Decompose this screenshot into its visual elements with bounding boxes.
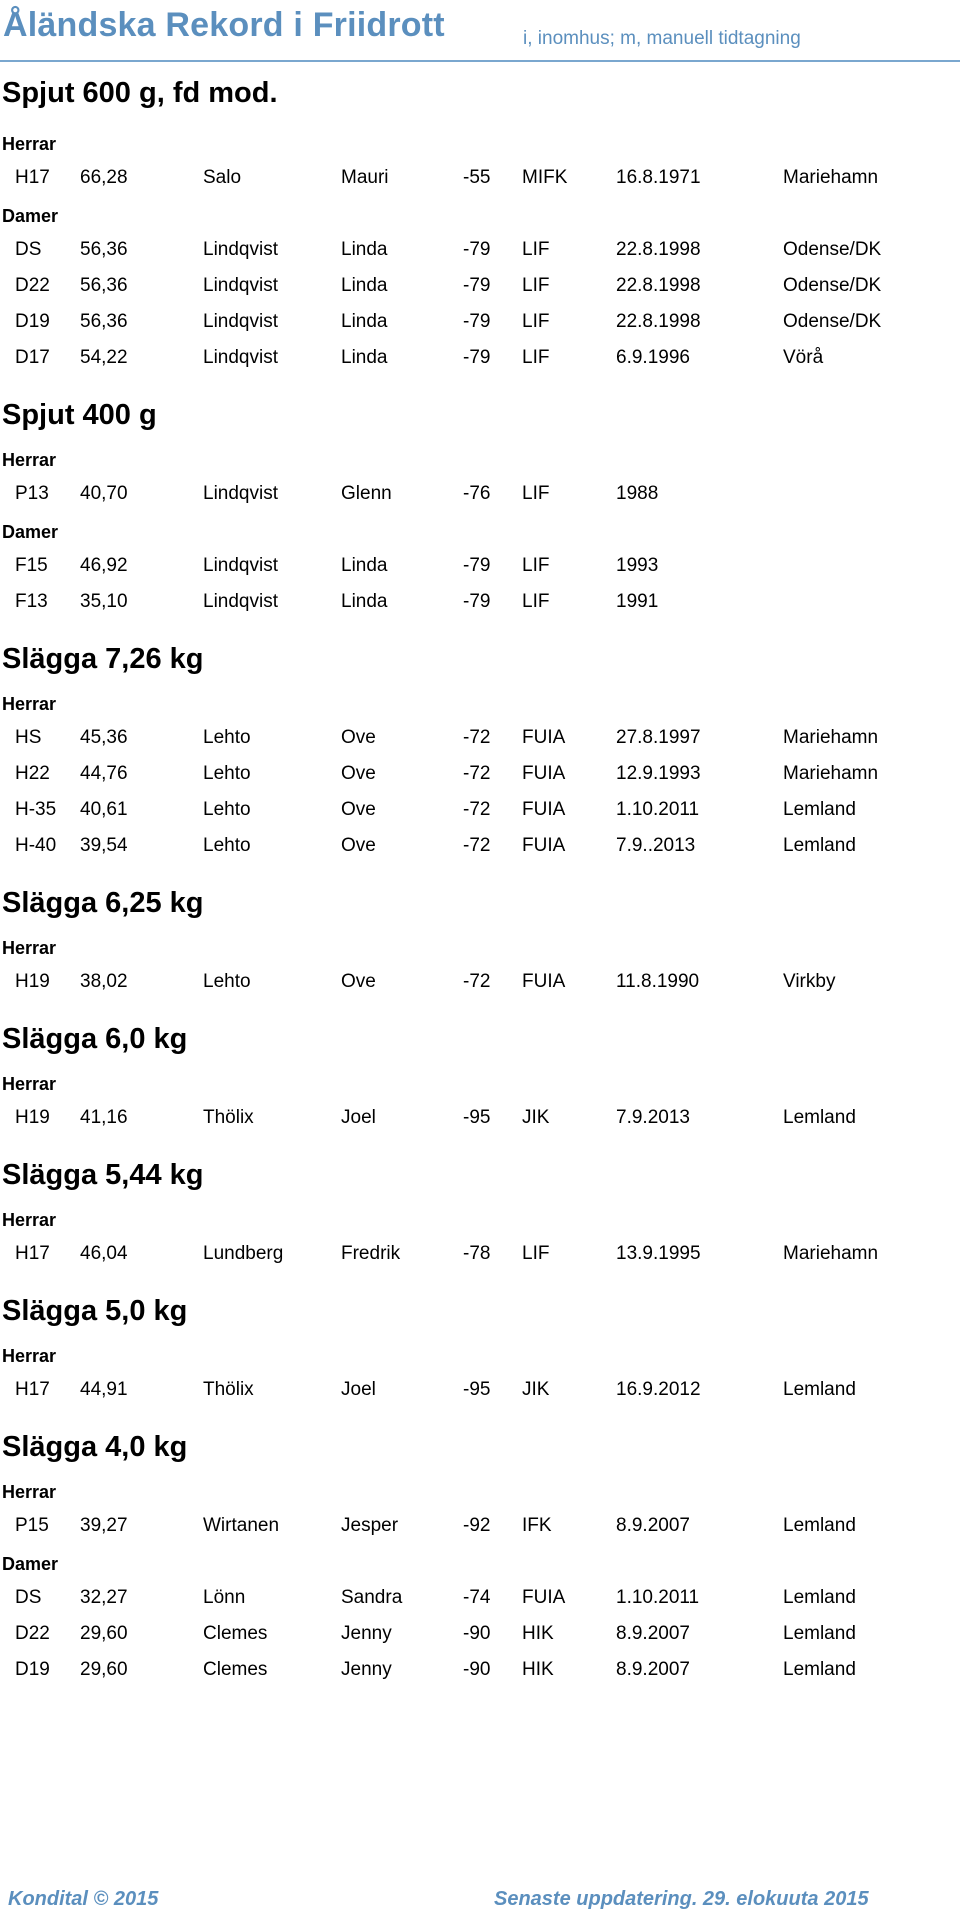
record-lastname: Lehto [203,799,251,820]
record-birthyear: -72 [463,971,491,992]
record-row [0,1366,960,1402]
gender-label: Herrar [2,694,57,714]
record-date: 1.10.2011 [616,1587,700,1608]
record-place: Lemland [783,1623,856,1644]
record-date: 8.9.2007 [616,1623,690,1644]
record-row [0,262,960,298]
event-title: Slägga 6,25 kg [2,887,204,919]
record-place: Odense/DK [783,275,882,296]
record-firstname: Jenny [341,1659,392,1680]
record-result: 44,91 [80,1379,128,1400]
record-class: D19 [15,1659,50,1680]
record-place: Lemland [783,799,856,820]
record-lastname: Thölix [203,1379,254,1400]
record-firstname: Ove [341,763,376,784]
record-class: P15 [15,1515,49,1536]
footer-last-updated: Senaste uppdatering. 29. elokuuta 2015 [494,1888,869,1910]
record-club: LIF [522,591,550,612]
record-result: 29,60 [80,1623,128,1644]
record-place: Lemland [783,1659,856,1680]
record-class: H17 [15,167,50,188]
records-list [0,62,960,1682]
record-birthyear: -79 [463,555,491,576]
gender-label: Damer [2,206,59,226]
record-class: D17 [15,347,50,368]
record-firstname: Ove [341,799,376,820]
gender-label: Herrar [2,1346,57,1366]
record-club: HIK [522,1623,554,1644]
record-club: FUIA [522,971,566,992]
record-row [0,786,960,822]
record-club: FUIA [522,763,566,784]
record-birthyear: -90 [463,1623,491,1644]
footer-copyright: Kondital © 2015 [8,1888,159,1910]
record-firstname: Jesper [341,1515,399,1536]
record-club: LIF [522,483,550,504]
record-date: 13.9.1995 [616,1243,701,1264]
record-class: H-35 [15,799,57,820]
record-firstname: Ove [341,727,376,748]
record-club: MIFK [522,167,568,188]
record-class: F15 [15,555,48,576]
gender-label: Herrar [2,450,57,470]
record-result: 35,10 [80,591,128,612]
record-lastname: Lindqvist [203,311,278,332]
record-date: 1993 [616,555,659,576]
record-row [0,958,960,994]
record-result: 39,54 [80,835,128,856]
record-result: 32,27 [80,1587,128,1608]
record-row [0,1094,960,1130]
record-date: 6.9.1996 [616,347,690,368]
record-place: Mariehamn [783,167,879,188]
record-firstname: Linda [341,591,388,612]
event-section [0,1130,960,1266]
record-place: Odense/DK [783,311,882,332]
record-result: 29,60 [80,1659,128,1680]
record-result: 40,61 [80,799,128,820]
record-date: 22.8.1998 [616,311,701,332]
event-title: Slägga 5,44 kg [2,1159,204,1191]
record-place: Mariehamn [783,763,879,784]
record-class: D19 [15,311,50,332]
record-row [0,298,960,334]
record-club: LIF [522,555,550,576]
record-place: Mariehamn [783,727,879,748]
event-title: Slägga 6,0 kg [2,1023,188,1055]
record-class: H19 [15,971,50,992]
record-class: DS [15,239,42,260]
record-birthyear: -78 [463,1243,491,1264]
record-firstname: Sandra [341,1587,403,1608]
record-lastname: Lehto [203,835,251,856]
record-club: FUIA [522,835,566,856]
record-date: 7.9.2013 [616,1107,690,1128]
record-date: 12.9.1993 [616,763,701,784]
record-birthyear: -72 [463,799,491,820]
record-lastname: Lönn [203,1587,246,1608]
record-row [0,334,960,370]
record-birthyear: -74 [463,1587,491,1608]
record-birthyear: -76 [463,483,491,504]
record-class: D22 [15,275,50,296]
record-firstname: Jenny [341,1623,392,1644]
record-date: 8.9.2007 [616,1515,690,1536]
record-result: 54,22 [80,347,128,368]
record-club: JIK [522,1107,550,1128]
record-club: FUIA [522,1587,566,1608]
record-result: 45,36 [80,727,128,748]
record-date: 16.8.1971 [616,167,701,188]
record-birthyear: -55 [463,167,491,188]
record-result: 56,36 [80,239,128,260]
record-class: D22 [15,1623,50,1644]
record-place: Lemland [783,1107,856,1128]
record-lastname: Lundberg [203,1243,284,1264]
event-section [0,994,960,1130]
record-club: LIF [522,275,550,296]
record-birthyear: -72 [463,763,491,784]
record-club: FUIA [522,799,566,820]
record-firstname: Ove [341,971,376,992]
record-birthyear: -90 [463,1659,491,1680]
record-row [0,822,960,858]
record-place: Vörå [783,347,824,368]
record-birthyear: -79 [463,311,491,332]
record-result: 40,70 [80,483,128,504]
document-title: Åländska Rekord i Friidrott [3,6,445,44]
record-club: IFK [522,1515,552,1536]
record-birthyear: -79 [463,239,491,260]
page-footer [0,1886,960,1920]
record-row [0,542,960,578]
event-title: Slägga 5,0 kg [2,1295,188,1327]
record-place: Mariehamn [783,1243,879,1264]
record-birthyear: -72 [463,835,491,856]
record-lastname: Lindqvist [203,483,278,504]
record-class: HS [15,727,42,748]
event-section [0,858,960,994]
record-place: Virkby [783,971,836,992]
gender-label: Herrar [2,1482,57,1502]
record-club: FUIA [522,727,566,748]
record-club: LIF [522,311,550,332]
record-club: LIF [522,347,550,368]
record-result: 46,04 [80,1243,128,1264]
record-row [0,226,960,262]
record-row [0,714,960,750]
record-row [0,578,960,614]
record-firstname: Joel [341,1379,376,1400]
record-row [0,1610,960,1646]
record-result: 46,92 [80,555,128,576]
gender-label: Damer [2,522,59,542]
record-lastname: Thölix [203,1107,254,1128]
record-result: 39,27 [80,1515,128,1536]
gender-label: Herrar [2,134,57,154]
record-lastname: Lindqvist [203,591,278,612]
record-date: 8.9.2007 [616,1659,690,1680]
record-class: P13 [15,483,49,504]
record-date: 1988 [616,483,659,504]
record-date: 7.9..2013 [616,835,696,856]
record-class: H17 [15,1379,50,1400]
record-firstname: Joel [341,1107,376,1128]
page-header [0,0,960,60]
record-date: 1991 [616,591,659,612]
record-club: LIF [522,239,550,260]
record-place: Lemland [783,1515,856,1536]
record-class: H17 [15,1243,50,1264]
record-lastname: Lindqvist [203,347,278,368]
event-title: Spjut 600 g, fd mod. [2,77,278,109]
gender-label: Herrar [2,1210,57,1230]
record-date: 22.8.1998 [616,275,701,296]
record-firstname: Linda [341,239,388,260]
record-club: HIK [522,1659,554,1680]
record-firstname: Linda [341,347,388,368]
record-firstname: Fredrik [341,1243,401,1264]
gender-label: Damer [2,1554,59,1574]
record-lastname: Wirtanen [203,1515,280,1536]
record-date: 1.10.2011 [616,799,700,820]
record-class: H22 [15,763,50,784]
record-place: Odense/DK [783,239,882,260]
record-firstname: Ove [341,835,376,856]
record-row [0,1574,960,1610]
record-place: Lemland [783,1587,856,1608]
record-firstname: Mauri [341,167,389,188]
gender-label: Herrar [2,938,57,958]
record-class: H19 [15,1107,50,1128]
record-club: LIF [522,1243,550,1264]
record-row [0,154,960,190]
event-section [0,1402,960,1682]
record-birthyear: -79 [463,591,491,612]
record-result: 56,36 [80,275,128,296]
event-title: Spjut 400 g [2,399,157,431]
record-row [0,1646,960,1682]
record-firstname: Linda [341,311,388,332]
record-class: DS [15,1587,42,1608]
record-class: H-40 [15,835,57,856]
record-date: 27.8.1997 [616,727,701,748]
record-firstname: Glenn [341,483,392,504]
record-lastname: Lehto [203,727,251,748]
record-birthyear: -72 [463,727,491,748]
record-lastname: Clemes [203,1623,268,1644]
record-row [0,1502,960,1538]
record-club: JIK [522,1379,550,1400]
record-date: 11.8.1990 [616,971,700,992]
record-lastname: Clemes [203,1659,268,1680]
record-birthyear: -92 [463,1515,491,1536]
record-row [0,470,960,506]
record-lastname: Lindqvist [203,555,278,576]
record-place: Lemland [783,1379,856,1400]
record-lastname: Lehto [203,763,251,784]
record-lastname: Lindqvist [203,239,278,260]
record-lastname: Lehto [203,971,251,992]
record-result: 41,16 [80,1107,128,1128]
record-place: Lemland [783,835,856,856]
record-firstname: Linda [341,275,388,296]
event-section [0,62,960,370]
document-subtitle: i, inomhus; m, manuell tidtagning [523,28,801,49]
record-lastname: Lindqvist [203,275,278,296]
record-date: 22.8.1998 [616,239,701,260]
record-result: 38,02 [80,971,128,992]
event-section [0,1266,960,1402]
record-result: 56,36 [80,311,128,332]
record-birthyear: -95 [463,1379,491,1400]
record-result: 44,76 [80,763,128,784]
record-class: F13 [15,591,48,612]
record-birthyear: -79 [463,275,491,296]
record-birthyear: -95 [463,1107,491,1128]
record-row [0,1230,960,1266]
record-lastname: Salo [203,167,242,188]
gender-label: Herrar [2,1074,57,1094]
record-birthyear: -79 [463,347,491,368]
event-title: Slägga 7,26 kg [2,643,204,675]
record-date: 16.9.2012 [616,1379,701,1400]
record-result: 66,28 [80,167,128,188]
event-section [0,614,960,858]
event-title: Slägga 4,0 kg [2,1431,188,1463]
event-section [0,370,960,614]
record-firstname: Linda [341,555,388,576]
record-row [0,750,960,786]
